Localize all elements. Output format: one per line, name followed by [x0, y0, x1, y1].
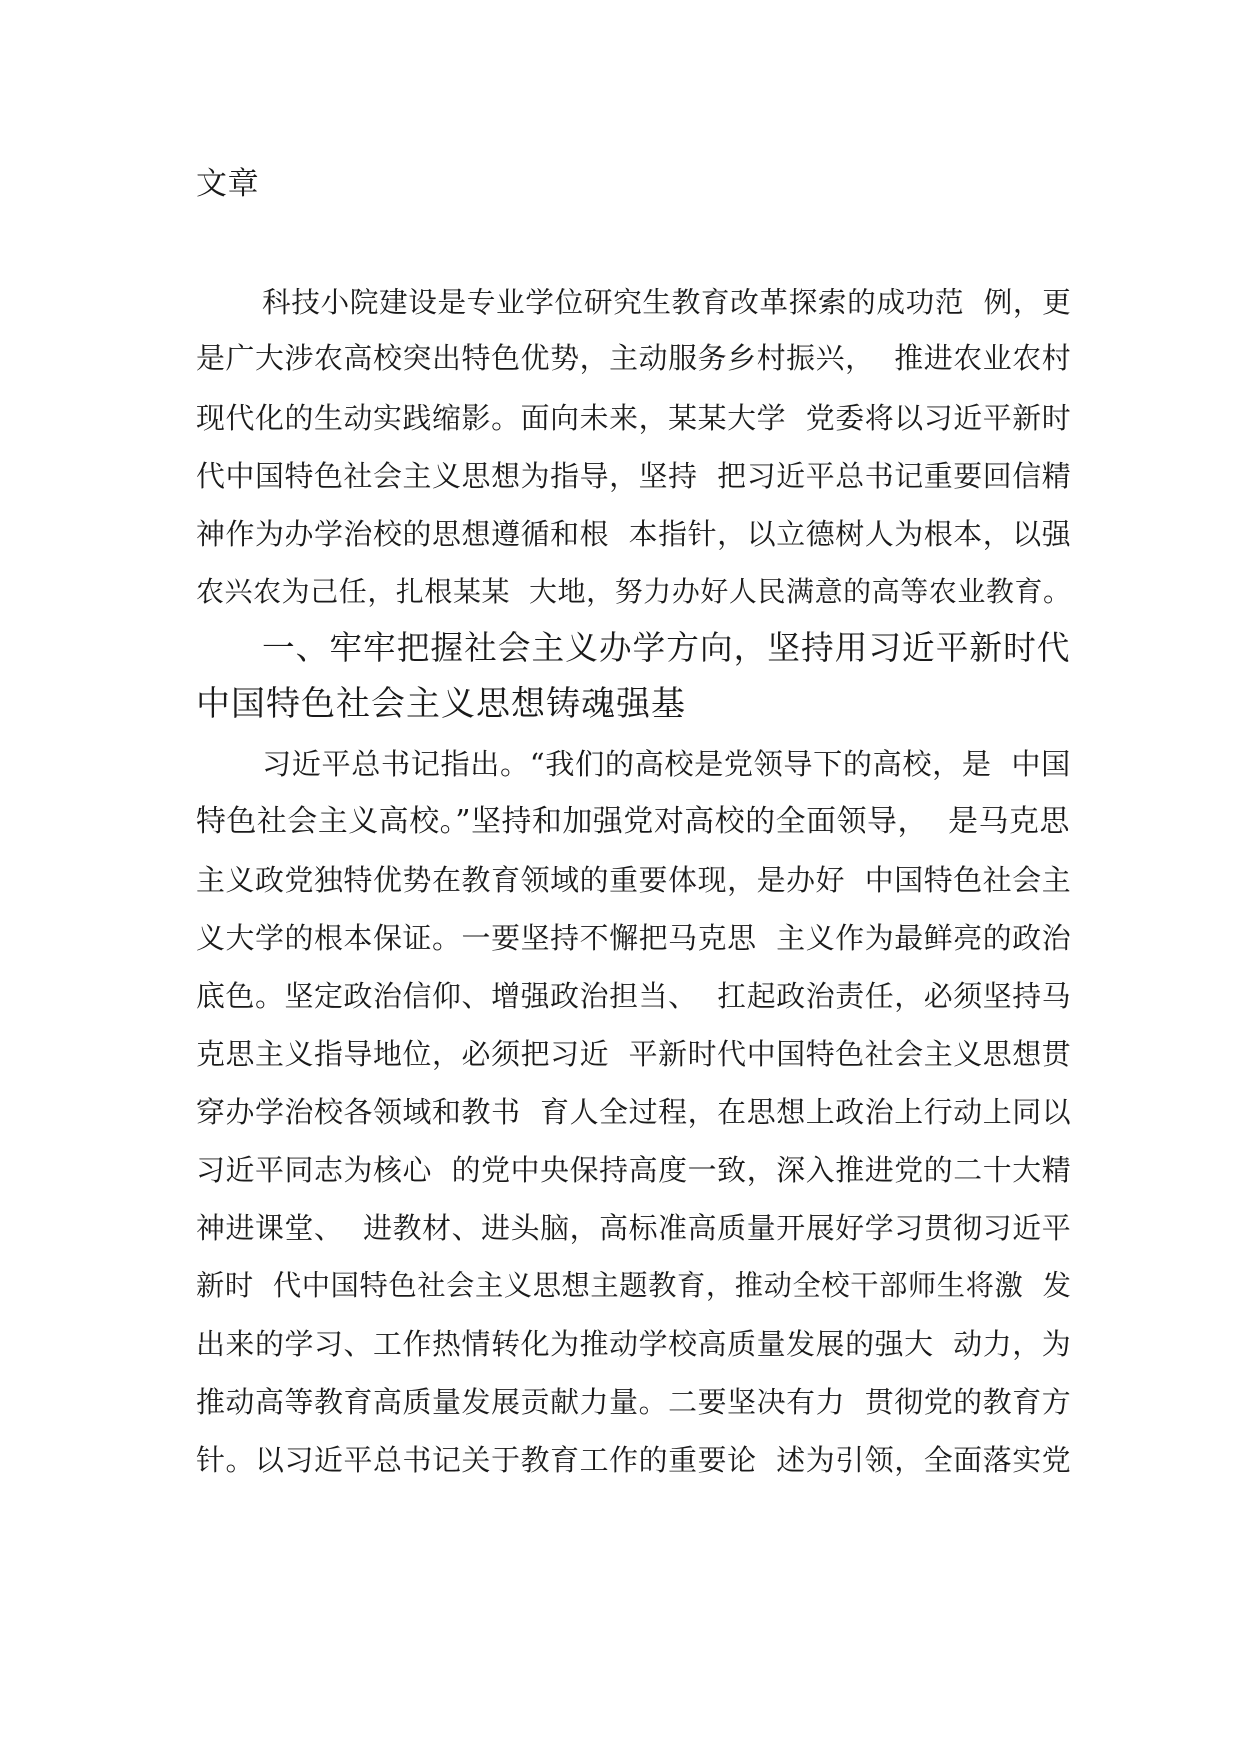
text-line: 习近平同志为核心 的党中央保持高度一致，深入推进党的二十大精: [196, 1153, 1072, 1187]
text-line: 底色。坚定政治信仰、增强政治担当、 扛起政治责任，必须坚持马: [196, 979, 1072, 1013]
text-line: 农兴农为己任，扎根某某 大地，努力办好人民满意的高等农业教育。: [196, 575, 1072, 608]
text-line: 现代化的生动实践缩影。面向未来，某某大学 党委将以习近平新时: [196, 401, 1072, 435]
section-heading: 中国特色社会主义思想铸魂强基: [196, 684, 686, 724]
text-line: 神进课堂、 进教材、进头脑，高标准高质量开展好学习贯彻习近平: [196, 1211, 1072, 1245]
text-line: 出来的学习、工作热情转化为推动学校高质量发展的强大 动力，为: [196, 1327, 1072, 1361]
text-line: 新时 代中国特色社会主义思想主题教育，推动全校干部师生将激 发: [196, 1269, 1072, 1302]
text-line: 是广大涉农高校突出特色优势，主动服务乡村振兴， 推进农业农村: [196, 341, 1072, 375]
text-line: 克思主义指导地位，必须把习近 平新时代中国特色社会主义思想贯: [196, 1037, 1072, 1071]
text-line: 代中国特色社会主义思想为指导，坚持 把习近平总书记重要回信精: [196, 459, 1072, 493]
text-line: 针。以习近平总书记关于教育工作的重要论 述为引领，全面落实党: [196, 1443, 1072, 1477]
text-line: 习近平总书记指出。“我们的高校是党领导下的高校，是 中国: [262, 747, 1071, 781]
text-line: 神作为办学治校的思想遵循和根 本指针，以立德树人为根本，以强: [196, 517, 1072, 551]
text-line: 义大学的根本保证。一要坚持不懈把马克思 主义作为最鲜亮的政治: [196, 921, 1072, 955]
text-line: 特色社会主义高校。”坚持和加强党对高校的全面领导， 是马克思: [196, 804, 1070, 839]
text-line: 推动高等教育高质量发展贡献力量。二要坚决有力 贯彻党的教育方: [196, 1385, 1072, 1419]
text-line: 穿办学治校各领域和教书 育人全过程，在思想上政治上行动上同以: [196, 1095, 1072, 1129]
text-line: 主义政党独特优势在教育领域的重要体现，是办好 中国特色社会主: [196, 863, 1072, 897]
text-line: 文章: [196, 166, 260, 202]
text-line: 科技小院建设是专业学位研究生教育改革探索的成功范 例，更: [262, 285, 1072, 319]
section-heading: 一、牢牢把握社会主义办学方向，坚持用习近平新时代: [262, 629, 1071, 667]
